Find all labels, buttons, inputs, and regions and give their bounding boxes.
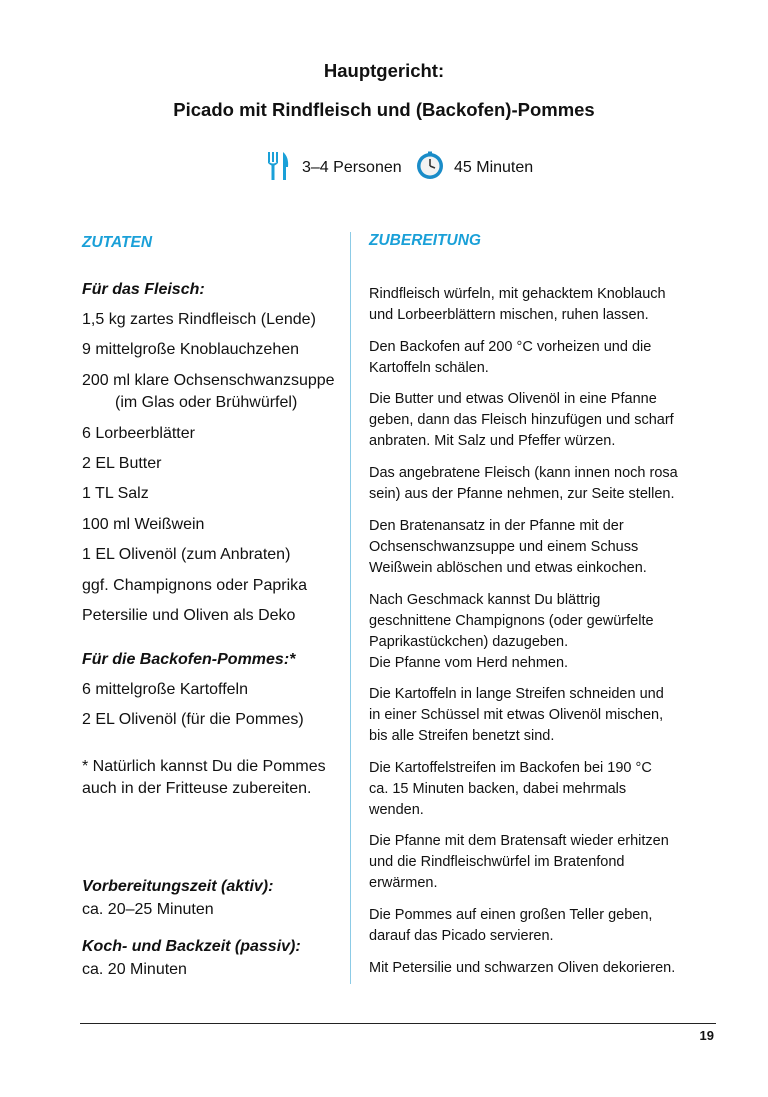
ingredient-item: 1 TL Salz [82,485,149,502]
step [369,337,714,379]
step-line: ca. 15 Minuten backen, dabei mehrmals [369,781,627,797]
ingredient-item-detail: (im Glas oder Brühwürfel) [115,394,298,411]
step-line: Die Pfanne vom Herd nehmen. [369,655,569,671]
ingredient-item: 1 EL Olivenöl (zum Anbraten) [82,546,291,563]
step-line: Den Bratenansatz in der Pfanne mit der [369,518,624,534]
footnote: * Natürlich kannst Du die Pommes [82,758,326,775]
prep-time-label: Vorbereitungszeit (aktiv): [82,878,274,895]
column-divider [350,232,351,984]
fork-knife-icon [266,151,290,181]
step-line: Die Pfanne mit dem Bratensaft wieder erhitzen [369,833,669,849]
step-line: erwärmen. [369,875,438,891]
page-number: 19 [699,1028,714,1043]
step-line: Die Butter und etwas Olivenöl in eine Pfanne [369,391,657,407]
footer-rule [80,1023,716,1024]
step [369,590,714,674]
step-line: Die Kartoffeln in lange Streifen schneiden und [369,686,664,702]
ingredient-item: 100 ml Weißwein [82,516,205,533]
preparation-heading: ZUBEREITUNG [369,232,481,249]
step [369,905,714,947]
step [369,684,714,747]
ingredient-item: 9 mittelgroße Knoblauchzehen [82,341,300,358]
ingredient-item: 200 ml klare Ochsenschwanzsuppe [82,372,335,389]
step-line: Nach Geschmack kannst Du blättrig [369,592,601,608]
cook-time-label: Koch- und Backzeit (passiv): [82,938,301,955]
ingredient-item: 6 mittelgroße Kartoffeln [82,681,249,698]
course-heading: Hauptgericht: [323,60,445,81]
step [369,463,714,505]
step-line: Mit Petersilie und schwarzen Oliven dekorieren. [369,960,676,976]
step-line: Die Kartoffelstreifen im Backofen bei 190 °C [369,760,652,776]
step-line: Den Backofen auf 200 °C vorheizen und die [369,339,652,355]
step-line: geschnittene Champignons (oder gewürfelte [369,613,654,629]
ingredient-item: 2 EL Olivenöl (für die Pommes) [82,711,304,728]
ingredient-item: 2 EL Butter [82,455,162,472]
step-line: und Lorbeerblättern mischen, ruhen lassen. [369,307,649,323]
step-line: Weißwein ablöschen und etwas einkochen. [369,560,647,576]
step-line: in einer Schüssel mit etwas Olivenöl mischen, [369,707,664,723]
step-line: geben, dann das Fleisch hinzufügen und scharf [369,412,674,428]
footnote: auch in der Fritteuse zubereiten. [82,780,312,797]
ingredient-item: 1,5 kg zartes Rindfleisch (Lende) [82,311,316,328]
prep-time-value: ca. 20–25 Minuten [82,901,214,918]
step-line: bis alle Streifen benetzt sind. [369,728,555,744]
step [369,831,714,894]
step-line: Die Pommes auf einen großen Teller geben, [369,907,653,923]
servings-text: 3–4 Personen [302,159,402,176]
step-line: sein) aus der Pfanne nehmen, zur Seite stellen. [369,486,675,502]
step-line: Rindfleisch würfeln, mit gehacktem Knoblauch [369,286,666,302]
time-text: 45 Minuten [454,159,534,176]
step-line: darauf das Picado servieren. [369,928,554,944]
ingredients-heading: ZUTATEN [82,234,153,251]
step-line: Paprikastückchen) dazugeben. [369,634,569,650]
ingredient-item: Petersilie und Oliven als Deko [82,607,296,624]
fries-subheading: Für die Backofen-Pommes:* [82,651,296,668]
cook-time-value: ca. 20 Minuten [82,961,187,978]
step-line: Ochsenschwanzsuppe und einem Schuss [369,539,639,555]
step [369,389,714,452]
step [369,284,714,326]
ingredient-item: 6 Lorbeerblätter [82,425,195,442]
recipe-meta [0,149,768,185]
step-line: Das angebratene Fleisch (kann innen noch rosa [369,465,678,481]
clock-icon [416,151,444,181]
step-line: wenden. [369,802,424,818]
recipe-title: Picado mit Rindfleisch und (Backofen)-Pommes [173,99,595,120]
meat-subheading: Für das Fleisch: [82,281,205,298]
step-line: anbraten. Mit Salz und Pfeffer würzen. [369,433,616,449]
step-line: und die Rindfleischwürfel im Bratenfond [369,854,625,870]
step-line: Kartoffeln schälen. [369,360,489,376]
ingredient-item: ggf. Champignons oder Paprika [82,577,308,594]
step [369,516,714,579]
step [369,758,714,821]
step [369,958,714,979]
